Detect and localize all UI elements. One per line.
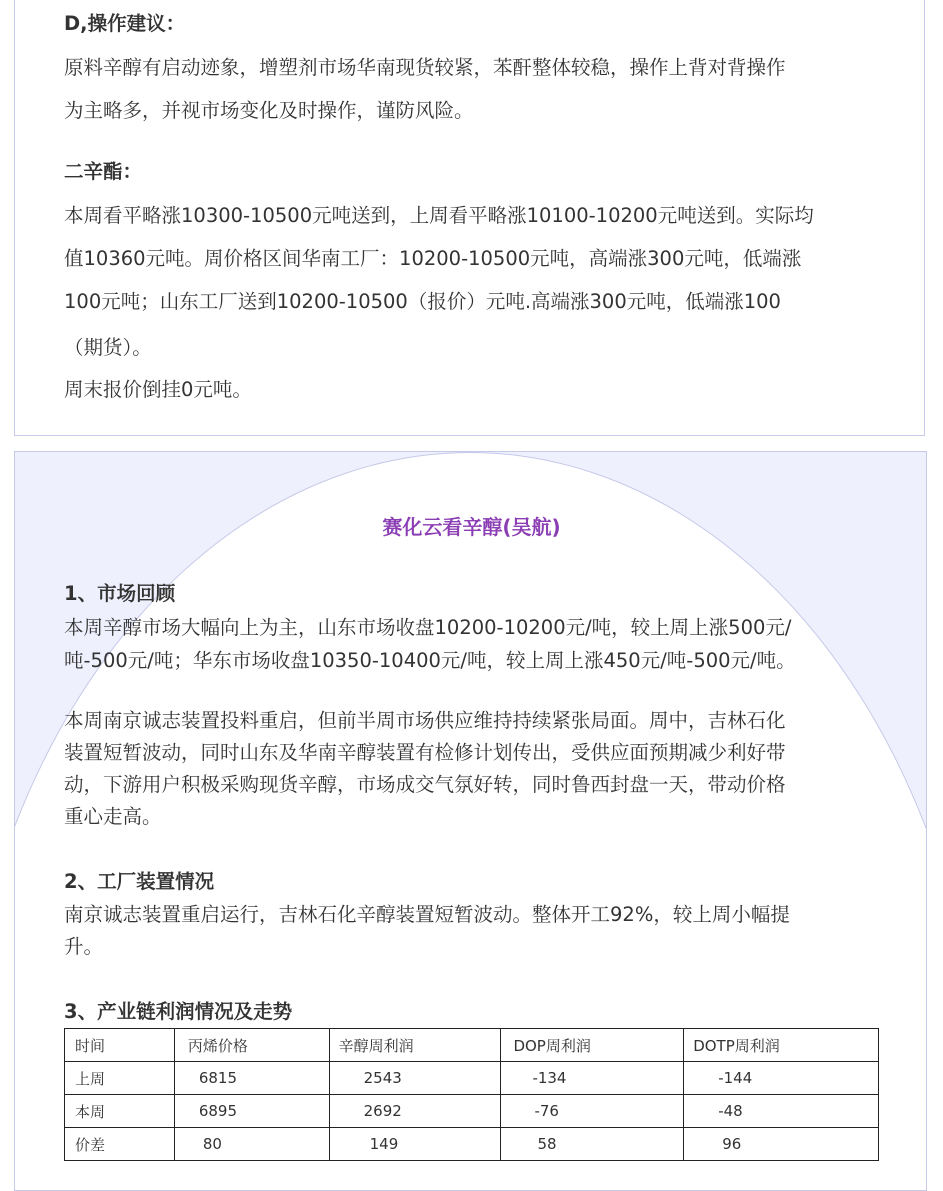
profit-heading: 3、产业链利润情况及走势: [64, 1000, 293, 1023]
table-header-cell: 丙烯价格: [174, 1029, 329, 1062]
dioctyl-line-4: （期货）。: [64, 336, 152, 359]
table-header-cell: DOP周利润: [501, 1029, 684, 1062]
table-header-row: [65, 1029, 879, 1062]
market-detail-line-3: 动，下游用户积极采购现货辛醇，市场成交气氛好转，同时鲁西封盘一天，带动价格: [64, 773, 786, 796]
section-d-heading: D,操作建议：: [64, 12, 186, 35]
table-cell: 58: [501, 1128, 684, 1161]
profit-table: [64, 1028, 879, 1161]
table-cell: 80: [174, 1128, 329, 1161]
table-row: [65, 1128, 879, 1161]
dioctyl-line-3: 100元吨；山东工厂送到10200-10500（报价）元吨.高端涨300元吨，低端涨100: [64, 290, 781, 313]
table-cell: -76: [501, 1095, 684, 1128]
table-cell: 2543: [329, 1062, 501, 1095]
market-detail-line-2: 装置短暂波动，同时山东及华南辛醇装置有检修计划传出，受供应面预期减少利好带: [64, 741, 786, 764]
table-header-cell: DOTP周利润: [684, 1029, 879, 1062]
plant-status-line-2: 升。: [64, 935, 104, 958]
market-detail-line-4: 重心走高。: [64, 805, 162, 828]
market-review-line-2: 吨-500元/吨；华东市场收盘10350-10400元/吨，较上周上涨450元/吨-500元/吨。: [64, 649, 796, 672]
table-cell: -134: [501, 1062, 684, 1095]
dioctyl-heading: 二辛酯：: [64, 160, 143, 183]
table-header-cell: 辛醇周利润: [329, 1029, 501, 1062]
plant-status-heading: 2、工厂装置情况: [64, 870, 215, 893]
table-cell: 6815: [174, 1062, 329, 1095]
dioctyl-line-2: 值10360元吨。周价格区间华南工厂：10200-10500元吨，高端涨300元吨，低端涨: [64, 247, 802, 270]
table-header-cell: 时间: [65, 1029, 175, 1062]
dioctyl-line-5: 周末报价倒挂0元吨。: [64, 378, 252, 401]
market-review-line-1: 本周辛醇市场大幅向上为主，山东市场收盘10200-10200元/吨，较上周上涨500元/: [64, 616, 792, 639]
table-cell: -144: [684, 1062, 879, 1095]
table-cell: 价差: [65, 1128, 175, 1161]
market-review-heading: 1、市场回顾: [64, 582, 176, 605]
market-detail-line-1: 本周南京诚志装置投料重启，但前半周市场供应维持持续紧张局面。周中，吉林石化: [64, 709, 786, 732]
table-row: [65, 1095, 879, 1128]
section-d-line-1: 原料辛醇有启动迹象，增塑剂市场华南现货较紧，苯酐整体较稳，操作上背对背操作: [64, 56, 786, 79]
table-cell: -48: [684, 1095, 879, 1128]
table-cell: 2692: [329, 1095, 501, 1128]
table-cell: 96: [684, 1128, 879, 1161]
table-cell: 149: [329, 1128, 501, 1161]
table-cell: 上周: [65, 1062, 175, 1095]
table-row: [65, 1062, 879, 1095]
table-cell: 本周: [65, 1095, 175, 1128]
article-title: 赛化云看辛醇(吴航): [382, 515, 561, 539]
section-d-line-2: 为主略多，并视市场变化及时操作，谨防风险。: [64, 99, 474, 122]
dioctyl-line-1: 本周看平略涨10300-10500元吨送到，上周看平略涨10100-10200元吨送到。实际均: [64, 204, 814, 227]
table-cell: 6895: [174, 1095, 329, 1128]
plant-status-line-1: 南京诚志装置重启运行，吉林石化辛醇装置短暂波动。整体开工92%，较上周小幅提: [64, 903, 790, 926]
